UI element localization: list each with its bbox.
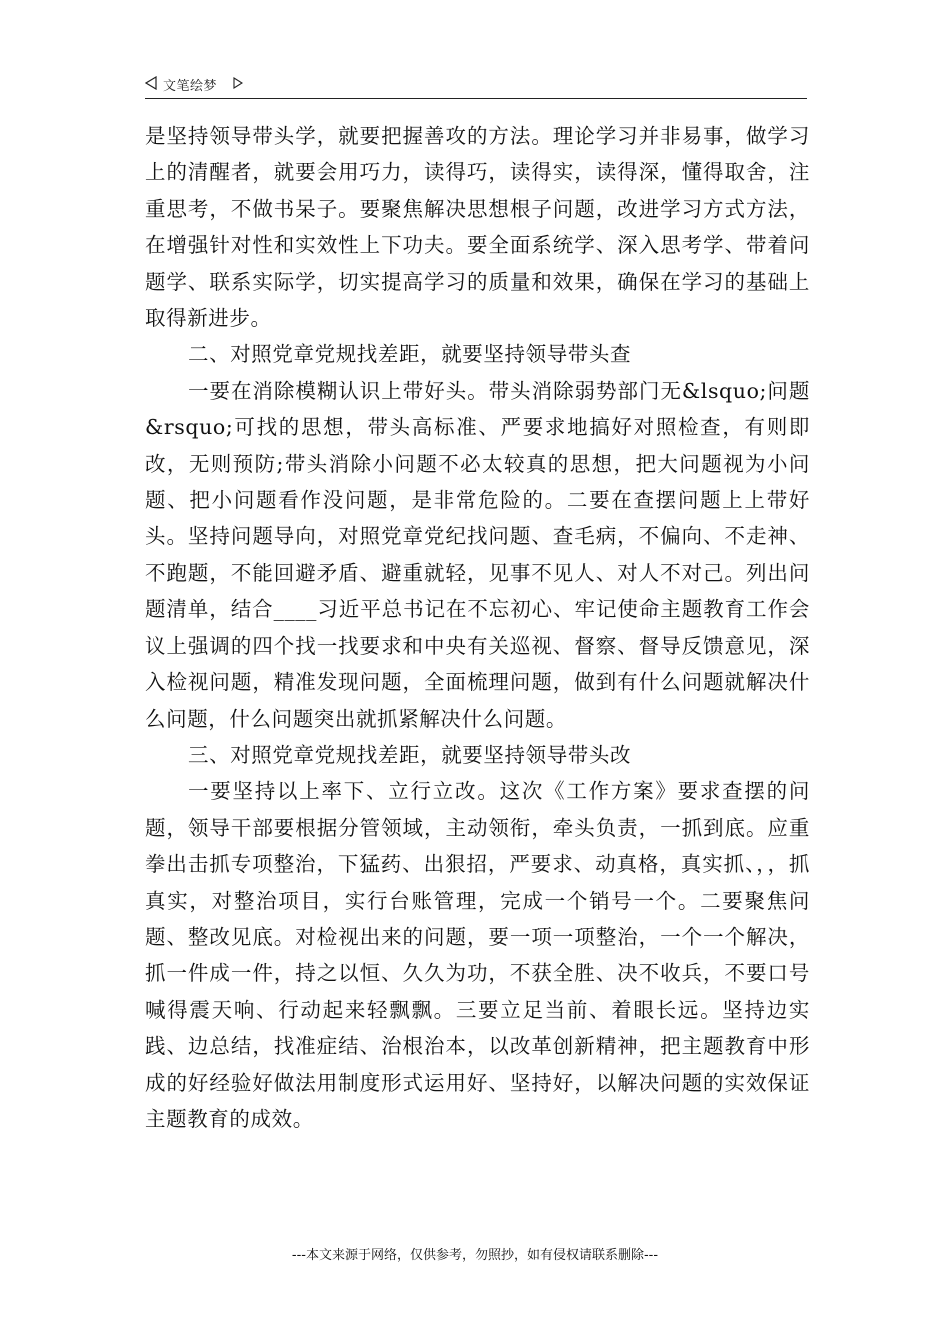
section-heading-2: 二、对照党章党规找差距，就要坚持领导带头查 — [188, 342, 632, 367]
paragraph-lead-check: 一要在消除模糊认识上带好头。带头消除弱势部门无&lsquo;问题&rsquo;可找的思想，带头高标准、严要求地搞好对照检查，有则即改，无则预防;带头消除小问题不必太较真的思想，把大问题视为小问题、把小问题看作没问题，是非常危险的。二要在查摆问题上上带好头。坚持问题导向，对照党章党纪找问题、查毛病，不偏向、不走神、不跑题，不能回避矛盾、避重就轻，见事不见人、对人不对己。列出问题清单，结合____习近平总书记在不忘初心、牢记使命主题教育工作会议上强调的四个找一找要求和中央有关巡视、督察、督导反馈意见，深入检视问题，精准发现问题，全面梳理问题，做到有什么问题就解决什么问题，什么问题突出就抓紧解决什么问题。 — [145, 378, 810, 731]
page-footer: ---本文来源于网络，仅供参考，勿照抄，如有侵权请联系删除--- — [291, 1248, 659, 1263]
paragraph-lead-reform: 一要坚持以上率下、立行立改。这次《工作方案》要求查摆的问题，领导干部要根据分管领域，主动领衔，牵头负责，一抓到底。应重拳出击抓专项整治，下猛药、出狠招，严要求、动真格，真实抓、，，抓真实，对整治项目，实行台账管理，完成一个销号一个。二要聚焦问题、整改见底。对检视出来的问题，要一项一项整治，一个一个解决，抓一件成一件，持之以恒、久久为功，不获全胜、决不收兵，不要口号喊得震天响、行动起来轻飘飘。三要立足当前、着眼长远。坚持边实践、边总结，找准症结、治根治本，以改革创新精神，把主题教育中形成的好经验好做法用制度形式运用好、坚持好，以解决问题的实效保证主题教育的成效。 — [145, 779, 810, 1131]
header-brand: 文笔绘梦 — [163, 79, 218, 94]
page-header — [145, 72, 807, 99]
document-body — [145, 118, 810, 1137]
triangle-right-icon — [233, 77, 243, 89]
triangle-left-icon — [145, 76, 157, 90]
paragraph-study-methods: 是坚持领导带头学，就要把握善攻的方法。理论学习并非易事，做学习上的清醒者，就要会用巧力，读得巧，读得实，读得深，懂得取舍，注重思考，不做书呆子。要聚焦解决思想根子问题，改进学习方式方法，在增强针对性和实效性上下功夫。要全面系统学、深入思考学、带着问题学、联系实际学，切实提高学习的质量和效果，确保在学习的基础上取得新进步。 — [145, 124, 810, 331]
section-heading-3: 三、对照党章党规找差距，就要坚持领导带头改 — [188, 742, 632, 767]
